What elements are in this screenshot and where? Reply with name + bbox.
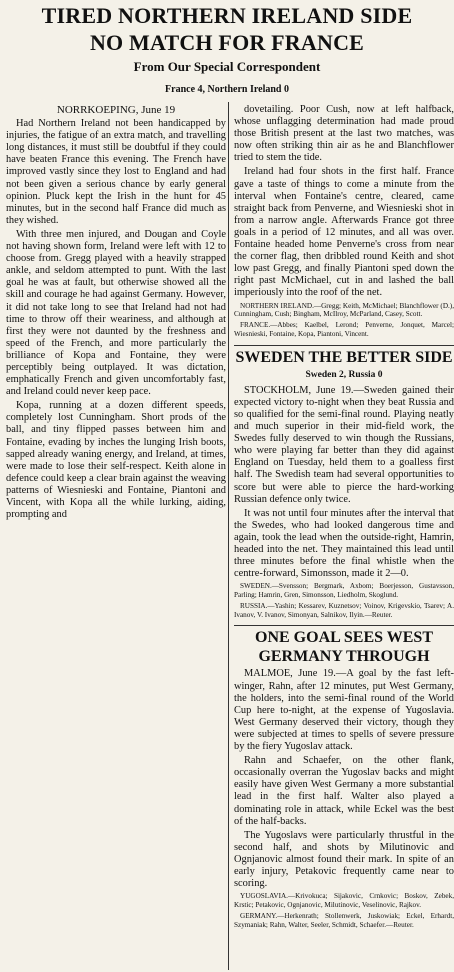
left-column: [6, 104, 226, 521]
main-headline: [4, 2, 450, 56]
article-paragraph: MALMOE, June 19.—A goal by the fast left-winger, Rahn, after 12 minutes, put West Germany, the holders, into the semi-final round of the World Cup here to-night, at the expense of Yugoslavia. West Germany deserved their victory, though they were subjected at times to spells of severe pressure by the fiery Yugoslav attack.: [234, 668, 454, 753]
article-paragraph: It was not until four minutes after the interval that the Swedes, who had looked dangerous time and again, took the lead when the outside-right, Hamrin, headed into the net. They maintained this lead until three minutes before the final whistle when the centre-forward, Simonsson, made it 2—0.: [234, 507, 454, 580]
match-score: France 4, Northern Ireland 0: [165, 84, 289, 95]
team-lineup: SWEDEN.—Svensson; Bergmark, Axbom; Boerjesson, Gustavsson, Parling; Hamrin, Gren, Simonsson, Liedholm, Skoglund.: [234, 582, 454, 600]
headline-line-1: TIRED NORTHERN IRELAND SIDE: [41, 3, 413, 28]
team-lineup: FRANCE.—Abbes; Kaelbel, Lerond; Penverne, Jonquet, Marcel; Wiesnieski, Fontaine, Kopa, Piantoni, Vincent.: [234, 321, 454, 338]
article-paragraph: With three men injured, and Dougan and Coyle not having shown form, Ireland were left with 12 to choose from. Gregg played with a heavily strapped ankle, and seldom attempted to punt. With the last goal he was at fault, but otherwise showed all the skill and courage he had against Germany. However, it did not take long to see that Ireland had not had time to throw off their weariness, and although at first they were not daunted by the freshness and speed of the French, and more particularly the brilliance of Kopa and Fontaine, they were perceptibly being outplayed. It was dictation, emphatically French and given uncomfortably fast, and Ireland could never keep pace.: [6, 228, 226, 398]
article-paragraph: Rahn and Schaefer, on the other flank, occasionally overran the Yugoslav backs and might easily have given West Germany a more substantial lead in the first half. Walter also played a dominating role in attack, while Eckel was the best of the half-backs.: [234, 755, 454, 827]
germany-headline: ONE GOAL SEES WEST GERMANY THROUGH: [255, 629, 433, 666]
column-divider: [228, 102, 229, 970]
team-lineup: RUSSIA.—Yashin; Kessarev, Kuznetsov; Voinov, Krigevskio, Tsarev; A. Ivanov, V. Ivanov, Simonyan, Salnikov, Ilyin.—Reuter.: [234, 601, 454, 619]
section-rule: [234, 625, 454, 626]
article-paragraph: Had Northern Ireland not been handicapped by injuries, the fatigue of an extra match, and travelling long distances, it must still be doubtful if they could have beaten France this evening. The French have improved vastly since they lost to England and had not been given a serious chance by early general opinion. Pluck kept the Irish in the hunt for 45 minutes, but in the second half France did much as they wished.: [6, 118, 226, 226]
article-paragraph: The Yugoslavs were particularly thrustful in the second half, and shots by Milutinovic and Ognjanovic almost found their mark. In spite of an early injury, Petakovic frequently came near to scoring.: [234, 829, 454, 890]
article-paragraph: Kopa, running at a dozen different speeds, completely lost Cunningham. Short prods of the ball, and tiny flipped passes between him and Fontaine, evading by inches the lunging Irish boots, sapped already waning energy, and Ireland, at times, were made to lose their self-respect. Keith alone in defence could keep a clear brain against the weaving patterns of Wiesnieski and Fontaine, Piantoni and Vincent, with Kopa all the while lurking, aiding, prompting and: [6, 400, 226, 521]
dateline: NORRKOEPING, June 19: [56, 104, 176, 116]
section-rule: [234, 345, 454, 346]
team-lineup: GERMANY.—Herkenrath; Stollenwerk, Juskowiak; Eckel, Erhardt, Szymaniak; Rahn, Walter, Seeler, Schmidt, Schaefer.—Reuter.: [234, 911, 454, 929]
team-lineup: YUGOSLAVIA.—Krivokuca; Sijakovic, Crnkovic; Boskov, Zebek, Krstic; Petakovic, Ognjanovic, Milutinovic, Veselinovic, Rajkov.: [234, 892, 454, 909]
sweden-score: Sweden 2, Russia 0: [305, 369, 383, 380]
sweden-headline: SWEDEN THE BETTER SIDE: [235, 348, 453, 366]
byline: From Our Special Correspondent: [133, 59, 321, 74]
article-paragraph: STOCKHOLM, June 19.—Sweden gained their expected victory to-night when they beat Russia and so qualified for the semi-final round. Playing neatly and much superior in their mid-field work, the Swedes fully deserved to win though the Russians, who were playing far better than they did against England on Tuesday, held them to a goalless first half. The Swedish team had several opportunities to score but were able to pierce the hard-working Russian defence only twice.: [234, 384, 454, 505]
right-column: [234, 104, 454, 929]
article-paragraph: dovetailing. Poor Cush, now at left halfback, whose unflagging determination had made proud those British present at the last two matches, was now often striking thin air as he and Blanchflower tried to stem the tide.: [234, 104, 454, 164]
headline-line-2: NO MATCH FOR FRANCE: [89, 30, 365, 55]
team-lineup: NORTHERN IRELAND.—Gregg; Keith, McMichael; Blanchflower (D.), Cunningham, Cush; Bingham, McIlroy, McParland, Casey, Scott.: [234, 301, 454, 319]
article-paragraph: Ireland had four shots in the first half. France gave a taste of things to come a minute from the interval when Fontaine's centre, cleared, came straight back from Penverne, and Wiesnieski shot in from a narrow angle. Afterwards France got three goals in a period of 12 minutes, and all was over. Fontaine headed home Penverne's cross from near the corner flag, then dribbled round Keith and shot low past Gregg, and finally Piantoni sped down the right past McMichael, cut in and lashed the ball imperiously into the roof of the net.: [234, 166, 454, 299]
